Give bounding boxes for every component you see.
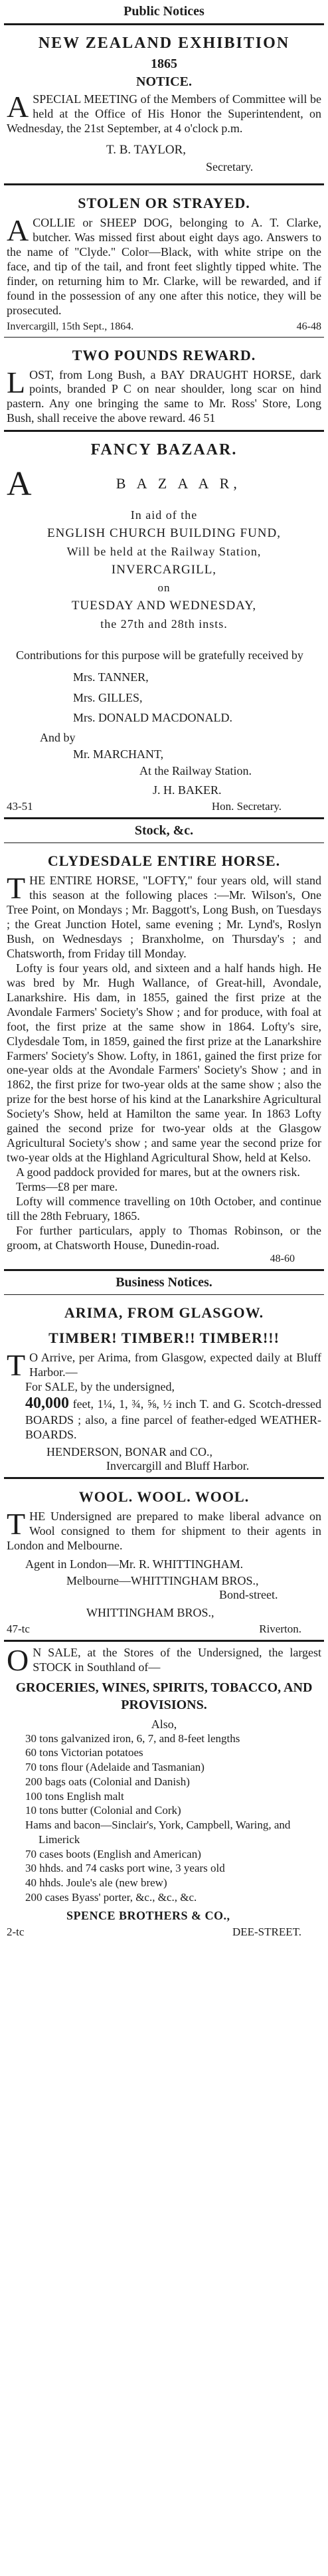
notice-body (7, 871, 321, 961)
notice-ref: 43-51 (7, 800, 33, 813)
also-line: Also, (151, 1717, 177, 1731)
notice-paragraph: Lofty is four years old, and sixteen and a half hands high. He was bred by Mr. Hugh Wallance, of Great-hill, Avondale, Lanarkshire. His dam, in 1855, gained the first prize at the Avondale Farmers' Society's Show ; and for produce, with foal at foot, the first prize at the same show in 1864. Lofty's sire, Clydesdale Tom, in 1859, gained the first prize at the Lanarkshire Farmers' Society's Show. Lofty, in 1861, gained the first prize for one-year olds at the Avondale Farmers' Society's Show ; and in 1862, the first prize for two-year olds at the same show ; also the prize for the best horse of his kind at the Lanarkshire Agricultural Society's Show, held at Hamilton the same year. In 1863 Lofty gained the second prize for two-year olds at the Glasgow Agricultural Society's show ; and same year the second prize for two-year olds at the Highland Agricultural Show, held at Kelso. (7, 961, 321, 1165)
notice-spence (4, 1642, 324, 1943)
list-item: 70 tons flour (Adelaide and Tasmanian) (25, 1761, 205, 1774)
notice-ref: 46 51 (188, 411, 216, 425)
drop-cap: L (7, 365, 26, 399)
notice-ref: 46-48 (296, 320, 321, 332)
agent-line: Agent in London—Mr. R. WHITTINGHAM. (25, 1557, 244, 1571)
section-header-stock: Stock, &c. (134, 823, 194, 839)
list-item: 200 cases Byass' porter, &c., &c., &c. (25, 1890, 197, 1904)
drop-cap: A (7, 465, 32, 504)
signature-role: Hon. Secretary. (211, 800, 282, 813)
drop-cap: A (7, 90, 29, 124)
signature-role: Secretary. (206, 159, 254, 173)
notice-reward (4, 338, 324, 431)
notice-title: ARIMA, FROM GLASGOW. (64, 1304, 264, 1321)
bond-line: Bond-street. (219, 1587, 278, 1601)
bazaar-line: ENGLISH CHURCH BUILDING FUND, (47, 526, 281, 541)
firm-name: SPENCE BROTHERS & CO., (66, 1908, 230, 1922)
notice-title: TWO POUNDS REWARD. (72, 346, 256, 363)
notice-body-text: SPECIAL MEETING of the Members of Committee will be held at the Office of His Honor the Superintendent, on Wednesday, the 21st September, at 4 o'clock p.m. (7, 92, 321, 135)
notice-subtitle: TIMBER! TIMBER!! TIMBER!!! (48, 1329, 280, 1346)
notice-title: NEW ZEALAND EXHIBITION (38, 35, 290, 52)
list-item: 200 bags oats (Colonial and Danish) (25, 1775, 190, 1788)
notice-title: CLYDESDALE ENTIRE HORSE. (47, 852, 281, 870)
drop-cap: T (7, 1347, 26, 1382)
bazaar-line: on (157, 581, 171, 595)
station-line: At the Railway Station. (139, 764, 252, 778)
list-item: 60 tons Victorian potatoes (25, 1746, 143, 1759)
firm-name: WHITTINGHAM BROS., (86, 1605, 214, 1619)
notice-body-text: O Arrive, per Arima, from Glasgow, expected daily at Bluff Harbor.— (29, 1350, 321, 1379)
firm-name: HENDERSON, BONAR and CO., (46, 1444, 213, 1458)
stock-list (7, 1732, 321, 1905)
notice-body (7, 92, 321, 136)
notice-horse (4, 843, 324, 1269)
notice-paragraph: Terms—£8 per mare. (16, 1180, 118, 1194)
name-line: Mr. MARCHANT, (73, 747, 164, 761)
drop-cap: A (7, 213, 29, 247)
list-item: 10 tons butter (Colonial and Cork) (25, 1804, 181, 1817)
sale-line: For SALE, by the undersigned, (25, 1379, 175, 1393)
notice-body (7, 1506, 321, 1553)
list-item: 40 hhds. Joule's ale (new brew) (25, 1876, 167, 1890)
list-item: 30 tons galvanized iron, 6, 7, and 8-feet lengths (25, 1732, 240, 1745)
notice-body-text: HE ENTIRE HORSE, "LOFTY," four years old, will stand this season at the following places :—Mr. Wilson's, One Tree Point, on Mondays ; Mr. Baggott's, Long Bush, on Tuesdays ; the Great Junction Hotel, same evening ; Mr. Lynd's, Roslyn Bush, on Wednesdays ; Branxholme, on Thursday's ; and Chatsworth, from Friday till Monday. (7, 874, 321, 960)
drop-cap: O (7, 1642, 29, 1677)
notice-body (7, 365, 321, 427)
signature: T. B. TAYLOR, (106, 142, 187, 157)
notice-body-text: HE Undersigned are prepared to make liberal advance on Wool consigned to them for shipment to their agents in London and Melbourne. (7, 1509, 321, 1552)
notice-label: NOTICE. (136, 74, 192, 89)
notice-footer (7, 1623, 321, 1636)
notice-body-text: COLLIE or SHEEP DOG, belonging to A. T. Clarke, butcher. Was missed first about eight days ago. Answers to the name of "Clyde." Color—Black, with white stripe on the face, and tip of the tail, and front feet slightly tipped white. The finder, on returning him to Mr. Clarke, will be rewarded, and if found in the possession of any one after this notice, they will be prosecuted. (7, 215, 321, 317)
bazaar-line: Will be held at the Railway Station, (66, 545, 262, 559)
list-item: 30 hhds. and 74 casks port wine, 3 years old (25, 1862, 225, 1875)
name-line: Mrs. GILLES, (73, 690, 143, 704)
bazaar-line: TUESDAY AND WEDNESDAY, (71, 599, 257, 613)
notice-ref: 2-tc (7, 1925, 25, 1938)
drop-cap: T (7, 1506, 26, 1541)
name-line: Mrs. TANNER, (73, 670, 149, 684)
section-header-business: Business Notices. (116, 1274, 212, 1290)
notice-paragraph: A good paddock provided for mares, but at the owners risk. (16, 1165, 300, 1179)
list-item: 100 tons English malt (25, 1789, 124, 1803)
notice-paragraph: Lofty will commence travelling on 10th October, and continue till the 28th February, 1865. (7, 1195, 321, 1223)
notice-footer (7, 321, 321, 333)
list-item: Hams and bacon—Sinclair's, York, Campbell, Waring, and Limerick (25, 1819, 291, 1846)
notice-bazaar (4, 432, 324, 817)
notice-footer (7, 1926, 321, 1939)
drop-cap: T (7, 871, 26, 906)
notice-body-text: OST, from Long Bush, a BAY DRAUGHT HORSE, dark points, branded P C on near shoulder, long scar on hind pastern. Any one bringing the same to Mr. Ross' Store, Long Bush, shall receive the above reward. (7, 367, 321, 425)
bazaar-line: In aid of the (130, 508, 198, 522)
list-item: 70 cases boots (English and American) (25, 1847, 201, 1860)
bazaar-footer (7, 800, 321, 813)
notice-paragraph: For further particulars, apply to Thomas Robinson, or the groom, at Chatsworth House, Dunedin-road. (7, 1223, 321, 1252)
bazaar-names (7, 667, 321, 728)
timber-text: feet, 1¼, 1, ¾, ⅝, ½ inch T. and G. Scotch-dressed BOARDS ; also, a fine parcel of feather-edged WEATHER-BOARDS. (25, 1397, 321, 1441)
and-by: And by (40, 731, 76, 745)
bazaar-line: INVERCARGILL, (111, 563, 217, 577)
notice-title: FANCY BAZAAR. (90, 441, 238, 459)
timber-desc (7, 1394, 321, 1442)
firm-place: Riverton. (259, 1622, 301, 1635)
notice-wool (4, 1479, 324, 1640)
bazaar-heading (7, 466, 321, 502)
notice-exhibition (4, 25, 324, 183)
notice-title: STOLEN OR STRAYED. (78, 194, 250, 211)
timber-quantity: 40,000 (25, 1394, 69, 1412)
melbourne-line: Melbourne—WHITTINGHAM BROS., (66, 1573, 259, 1587)
notice-body (7, 1347, 321, 1382)
notice-body-text: N SALE, at the Stores of the Undersigned, the largest STOCK in Southland of— (33, 1645, 321, 1674)
bazaar-contrib: Contributions for this purpose will be gratefully received by (16, 648, 303, 662)
section-header-public-notices: Public Notices (123, 4, 205, 19)
notice-title: WOOL. WOOL. WOOL. (78, 1488, 250, 1505)
firm-place: Invercargill and Bluff Harbor. (106, 1458, 250, 1472)
notice-stolen (4, 185, 324, 337)
notice-ref: 47-tc (7, 1622, 30, 1635)
notice-year: 1865 (151, 56, 177, 71)
notice-ref: 48-60 (270, 1252, 295, 1264)
name-line: Mrs. DONALD MACDONALD. (73, 711, 232, 725)
firm-place: DEE-STREET. (232, 1925, 301, 1938)
name-line: J. H. BAKER. (153, 783, 222, 797)
goods-heading: GROCERIES, WINES, SPIRITS, TOBACCO, AND PROVISIONS. (15, 1680, 313, 1712)
notice-place-date: Invercargill, 15th Sept., 1864. (7, 320, 134, 332)
bazaar-line: the 27th and 28th insts. (100, 617, 228, 631)
bazaar-word: B A Z A A R, (116, 475, 241, 492)
notice-body (7, 213, 321, 318)
notice-body (7, 1642, 321, 1677)
notice-arima (4, 1295, 324, 1477)
